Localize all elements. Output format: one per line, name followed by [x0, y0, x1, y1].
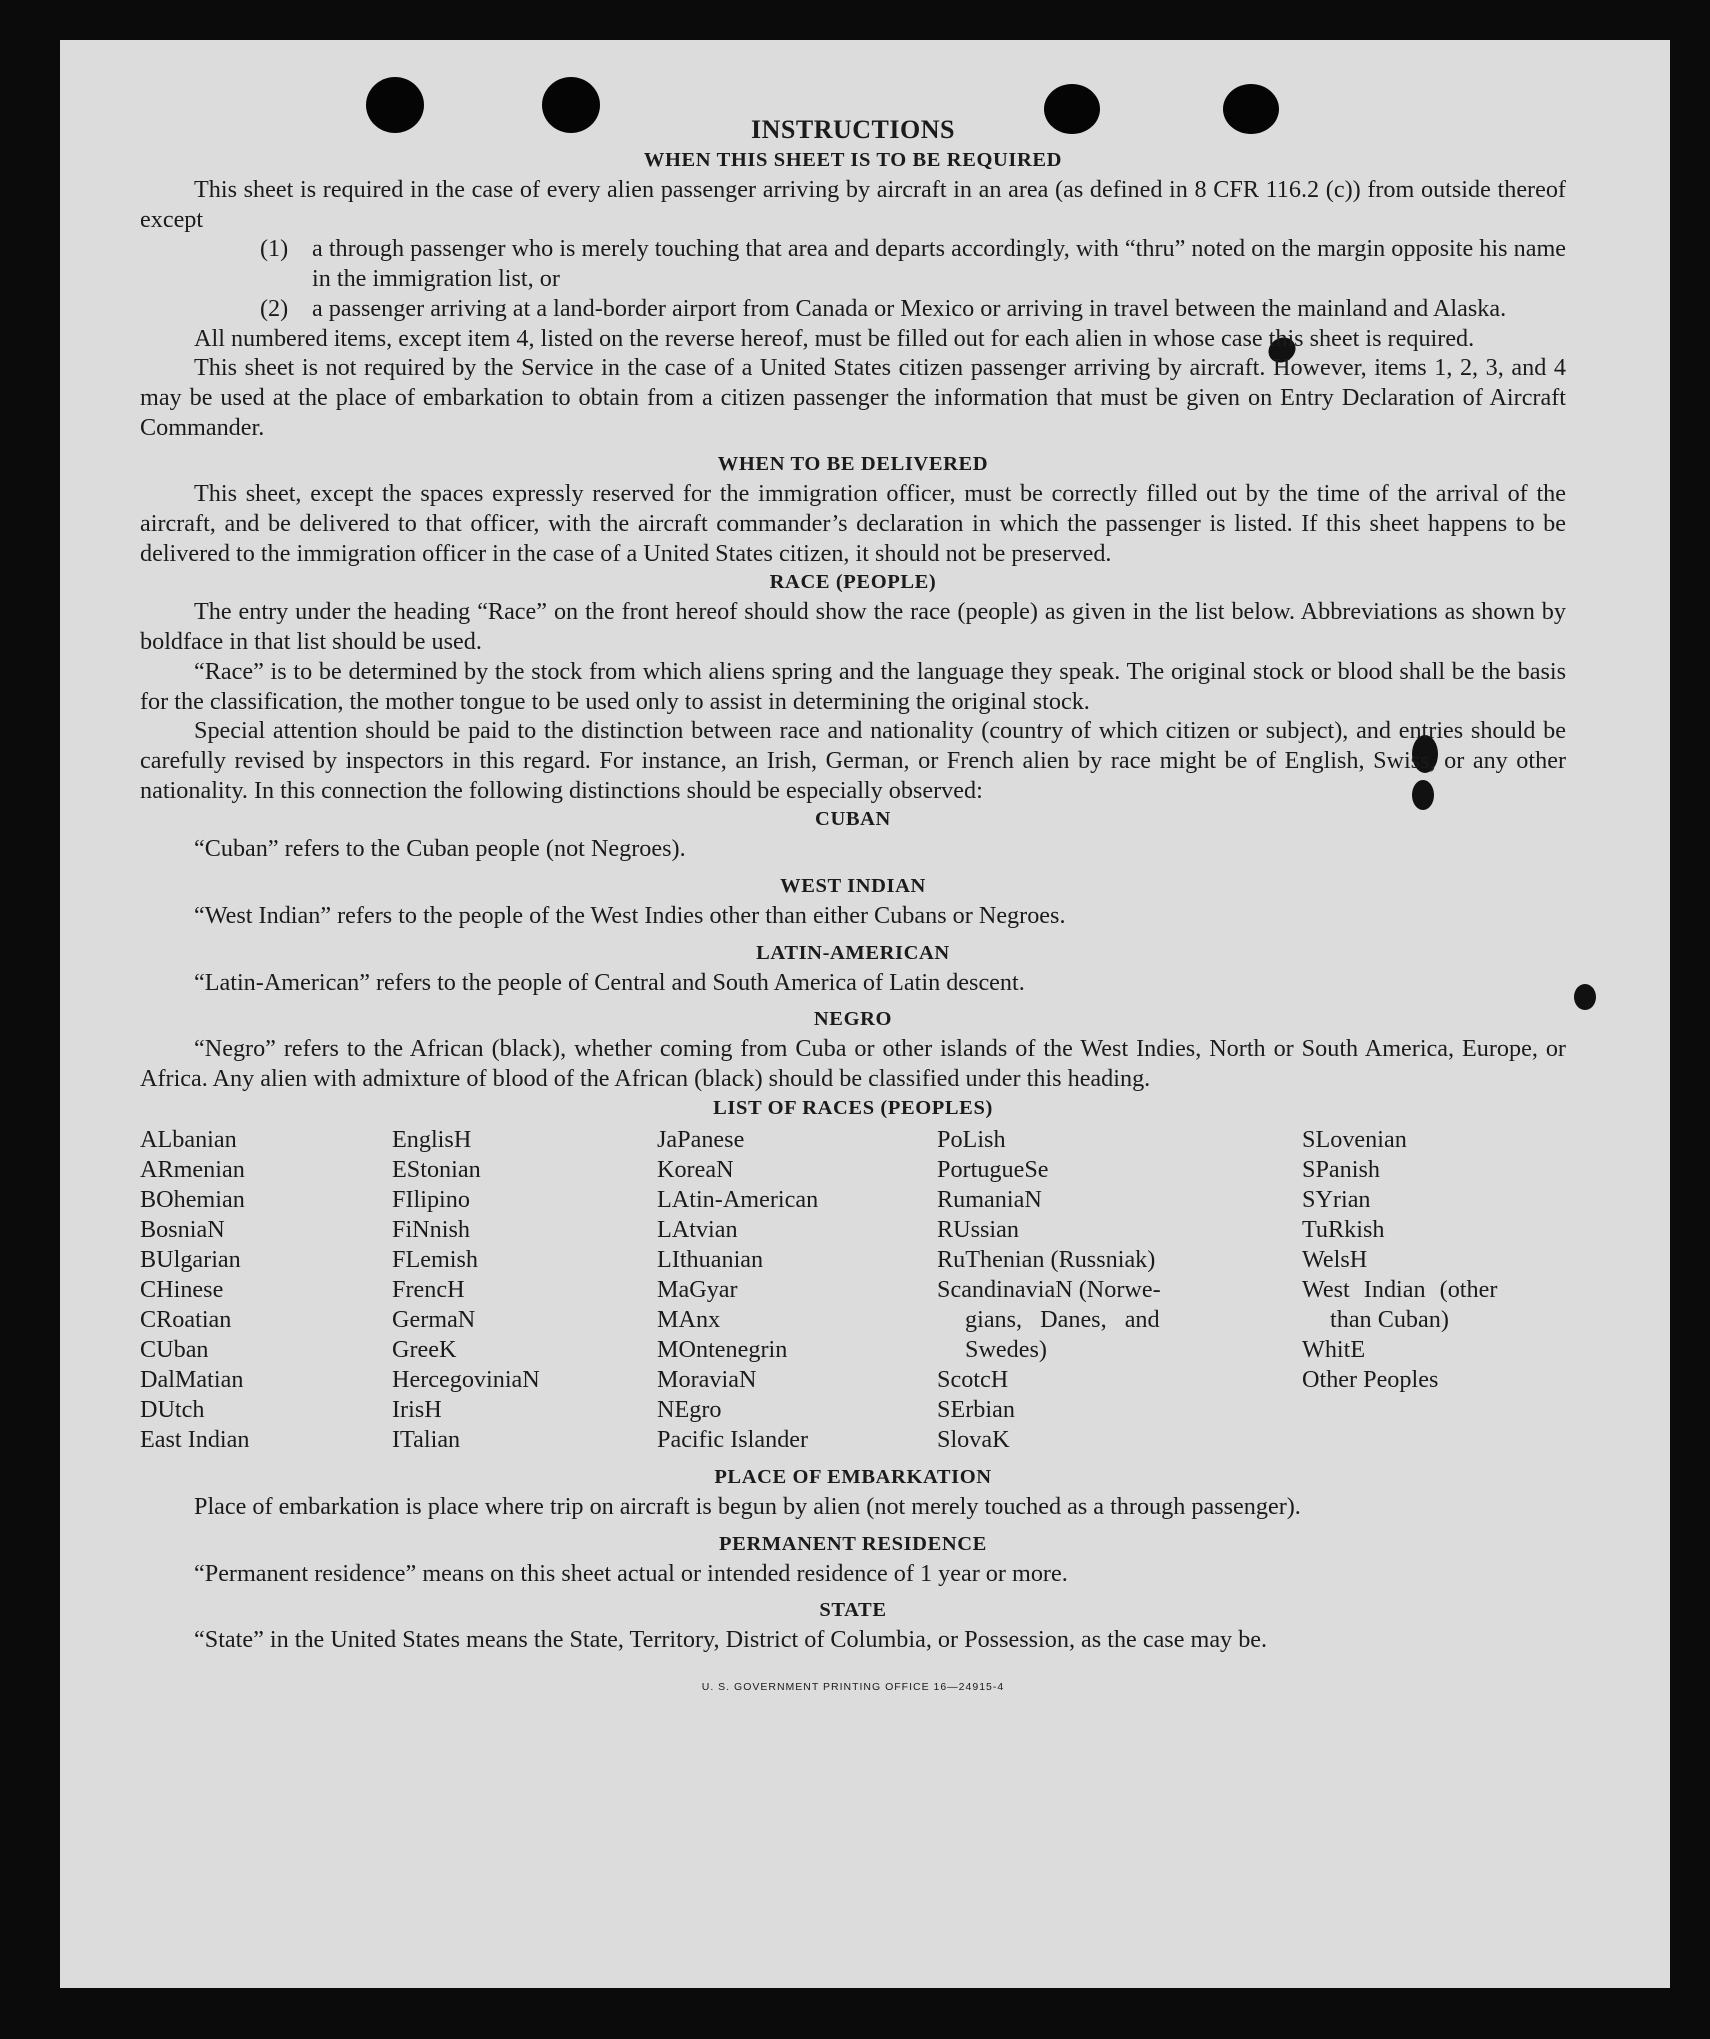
race-entry: ITalian [392, 1425, 461, 1453]
section-heading: WHEN THIS SHEET IS TO BE REQUIRED [643, 149, 1063, 171]
race-entry: EnglisH [392, 1125, 472, 1153]
race-entry: FIlipino [392, 1185, 470, 1213]
race-entry: LAtvian [657, 1215, 738, 1243]
races-column [392, 1125, 657, 1455]
races-column [1302, 1125, 1566, 1455]
race-entry: WhitE [1302, 1335, 1366, 1363]
races-column [140, 1125, 392, 1455]
section-heading: WEST INDIAN [780, 875, 926, 898]
race-entry: SYrian [1302, 1185, 1371, 1213]
item-text: a through passenger who is merely touching that area and departs accordingly, with “thru” noted on the margin opposite his name in the immigration list, or [312, 235, 1566, 293]
item-number: (1) [260, 235, 289, 263]
race-entry: MOntenegrin [657, 1335, 788, 1363]
item-text: a passenger arriving at a land-border airport from Canada or Mexico or arriving in travel between the mainland and Alaska. [312, 294, 1507, 322]
race-entry: RUssian [937, 1215, 1019, 1243]
section-heading: RACE (PEOPLE) [769, 571, 937, 594]
race-entry: West Indian (other [1302, 1275, 1498, 1303]
race-entry: FrencH [392, 1275, 465, 1303]
document-sheet [60, 40, 1670, 1988]
race-entry: SPanish [1302, 1155, 1380, 1183]
race-entry: Swedes) [965, 1335, 1047, 1363]
item-number: (2) [260, 294, 289, 322]
race-entry: KoreaN [657, 1155, 734, 1183]
race-entry: gians, Danes, and [965, 1305, 1160, 1333]
race-entry: SErbian [937, 1395, 1015, 1423]
paragraph: All numbered items, except item 4, listed on the reverse hereof, must be filled out for each alien in whose case this sheet is required. [194, 324, 1475, 352]
paragraph: “Negro” refers to the African (black), whether coming from Cuba or other islands of the West Indies, North or South America, Europe, or Africa. Any alien with admixture of blood of the African (black) should be classified under this heading. [140, 1035, 1566, 1093]
race-entry: DalMatian [140, 1365, 244, 1393]
race-entry: LIthuanian [657, 1245, 764, 1273]
race-entry: BUlgarian [140, 1245, 241, 1273]
paragraph: This sheet is required in the case of every alien passenger arriving by aircraft in an area (as defined in 8 CFR 116.2 (c)) from outside thereof except [140, 176, 1566, 233]
paragraph: “Race” is to be determined by the stock from which aliens spring and the language they speak. The original stock or blood shall be the basis for the classification, the mother tongue to be used only to assist in determining the original stock. [140, 657, 1566, 715]
printing-office-footer: U. S. GOVERNMENT PRINTING OFFICE 16—24915-4 [701, 1680, 1005, 1693]
race-entry: PortugueSe [937, 1155, 1049, 1183]
race-entry: JaPanese [657, 1125, 745, 1153]
race-entry: ALbanian [140, 1125, 237, 1153]
instructions-content [140, 114, 1566, 1703]
race-entry: TuRkish [1302, 1215, 1385, 1243]
race-entry: Pacific Islander [657, 1425, 809, 1453]
race-entry: RuThenian (Russniak) [937, 1245, 1156, 1273]
race-entry: WelsH [1302, 1245, 1368, 1273]
list-item [140, 294, 1566, 324]
section-heading: NEGRO [813, 1008, 893, 1031]
race-entry: SLovenian [1302, 1125, 1407, 1153]
page-title: INSTRUCTIONS [751, 115, 955, 144]
race-entry: GermaN [392, 1305, 476, 1333]
race-entry: Other Peoples [1302, 1365, 1439, 1393]
paragraph: This sheet is not required by the Service in the case of a United States citizen passenger arriving by aircraft. However, items 1, 2, 3, and 4 may be used at the place of embarkation to obtain from a citizen passenger the information that must be given on Entry Declaration of Aircraft Commander. [140, 354, 1566, 441]
race-entry: BosniaN [140, 1215, 225, 1243]
paragraph: “Permanent residence” means on this sheet actual or intended residence of 1 year or more. [194, 1559, 1068, 1587]
section-heading: CUBAN [815, 808, 891, 831]
section-heading: LIST OF RACES (PEOPLES) [713, 1096, 993, 1119]
race-entry: GreeK [392, 1335, 457, 1363]
list-item [140, 234, 1566, 293]
races-column [657, 1125, 937, 1455]
race-entry: IrisH [392, 1395, 442, 1423]
ink-blot [1574, 984, 1596, 1010]
race-entry: PoLish [937, 1125, 1006, 1153]
race-entry: RumaniaN [937, 1185, 1042, 1213]
paragraph: “State” in the United States means the State, Territory, District of Columbia, or Possession, as the case may be. [194, 1626, 1268, 1654]
race-entry: ScotcH [937, 1365, 1009, 1393]
race-entry: SlovaK [937, 1425, 1010, 1453]
race-entry: CUban [140, 1335, 209, 1363]
race-entry: NEgro [657, 1395, 722, 1423]
paragraph: The entry under the heading “Race” on the front hereof should show the race (people) as given in the list below. Abbreviations as shown by boldface in that list should be used. [140, 598, 1566, 656]
paragraph: “Latin-American” refers to the people of Central and South America of Latin descent. [194, 968, 1025, 996]
race-entry: LAtin-American [657, 1185, 819, 1213]
race-entry: ScandinaviaN (Norwe- [937, 1275, 1161, 1303]
race-entry: HercegoviniaN [392, 1365, 540, 1393]
section-heading: PERMANENT RESIDENCE [719, 1532, 987, 1555]
race-entry: BOhemian [140, 1185, 245, 1213]
race-entry: MAnx [657, 1305, 721, 1333]
paragraph: This sheet, except the spaces expressly reserved for the immigration officer, must be correctly filled out by the time of the arrival of the aircraft, and be delivered to that officer, with the aircraft commander’s declaration in which the passenger is listed. If this sheet happens to be delivered to the immigration officer in the case of a United States citizen, it should not be preserved. [140, 480, 1566, 567]
paragraph: Place of embarkation is place where trip on aircraft is begun by alien (not merely touched as a through passenger). [194, 1492, 1301, 1520]
race-entry: FiNnish [392, 1215, 470, 1243]
race-entry: DUtch [140, 1395, 205, 1423]
paragraph: Special attention should be paid to the distinction between race and nationality (country of which citizen or subject), and entries should be carefully revised by inspectors in this regard. For instance, an Irish, German, or French alien by race might be of English, Swiss, or any other nationality. In this connection the following distinctions should be especially observed: [140, 717, 1566, 804]
race-entry: CHinese [140, 1275, 224, 1303]
section-heading: WHEN TO BE DELIVERED [717, 453, 989, 476]
section-heading: PLACE OF EMBARKATION [714, 1465, 992, 1488]
paragraph: “Cuban” refers to the Cuban people (not Negroes). [194, 835, 686, 863]
race-entry: than Cuban) [1330, 1305, 1449, 1333]
races-column [937, 1125, 1227, 1455]
race-entry: FLemish [392, 1245, 479, 1273]
section-heading: LATIN-AMERICAN [756, 941, 950, 964]
race-entry: CRoatian [140, 1305, 232, 1333]
races-list [140, 1125, 1566, 1455]
section-heading: STATE [819, 1599, 887, 1622]
race-entry: MoraviaN [657, 1365, 757, 1393]
paragraph: “West Indian” refers to the people of the West Indies other than either Cubans or Negroes. [194, 902, 1066, 930]
race-entry: East Indian [140, 1425, 250, 1453]
race-entry: EStonian [392, 1155, 481, 1183]
race-entry: MaGyar [657, 1275, 738, 1303]
race-entry: ARmenian [140, 1155, 245, 1183]
